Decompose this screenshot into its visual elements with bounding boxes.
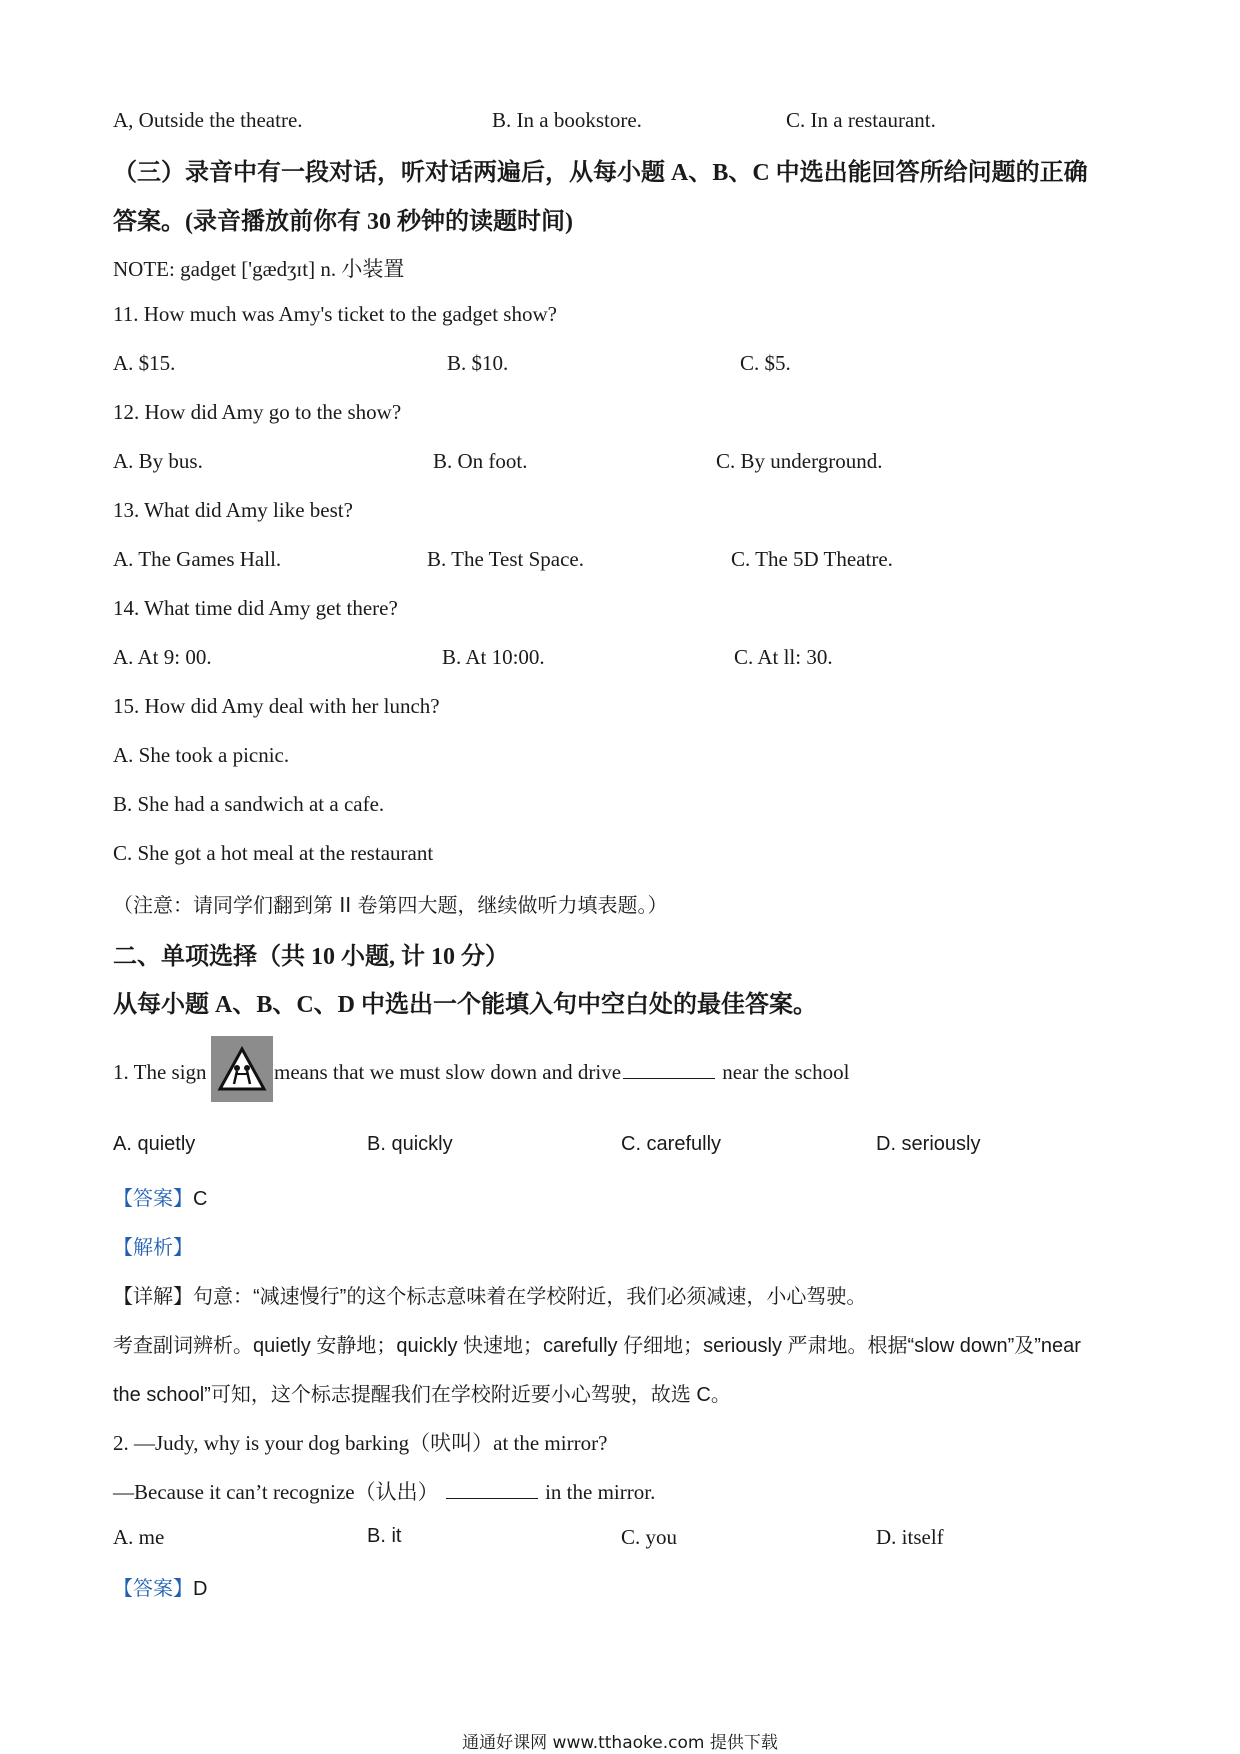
q10-option-a: A, Outside the theatre. [113,108,303,132]
mc2-question-line1: 2. —Judy, why is your dog barking（吠叫）at the mirror? [113,1431,608,1455]
question-15: 15. How did Amy deal with her lunch? [113,694,440,718]
question-11: 11. How much was Amy's ticket to the gadget show? [113,302,557,326]
mc1-answer: 【答案】C [113,1188,208,1210]
mc1-question-middle: means that we must slow down and drive near the school [274,1060,850,1084]
mc1-option-a: A. quietly [113,1133,196,1155]
mc1-analysis-label: 【解析】 [113,1237,193,1259]
q13-option-c: C. The 5D Theatre. [731,547,893,571]
mc2-answer: 【答案】D [113,1578,208,1600]
school-zone-sign [211,1036,273,1102]
mc1-question-start: 1. The sign [113,1060,207,1084]
q11-option-b: B. $10. [447,351,509,375]
page-footer: 通通好课网 www.tthaoke.com 提供下载 [462,1733,778,1753]
q11-option-a: A. $15. [113,351,176,375]
mc1-detail: 【详解】句意：“减速慢行”的这个标志意味着在学校附近，我们必须减速，小心驾驶。 [113,1286,867,1308]
mc2-option-d: D. itself [876,1525,944,1549]
question-14: 14. What time did Amy get there? [113,596,398,620]
q14-option-a: A. At 9: 00. [113,645,212,669]
q10-option-b: B. In a bookstore. [492,108,642,132]
question-12: 12. How did Amy go to the show? [113,400,402,424]
mc1-explain-line2: the school”可知，这个标志提醒我们在学校附近要小心驾驶，故选 C。 [113,1384,731,1406]
answer-blank [623,1077,715,1079]
mc1-option-c: C. carefully [621,1133,722,1155]
q13-option-a: A. The Games Hall. [113,547,282,571]
q14-option-b: B. At 10:00. [442,645,545,669]
mc2-option-c: C. you [621,1525,678,1549]
vocab-note: NOTE: gadget ['gædʒɪt] n. 小装置 [113,257,405,281]
notice: （注意：请同学们翻到第 II 卷第四大题，继续做听力填表题。） [113,893,668,917]
mc2-question-line2: —Because it can’t recognize（认出） in the mirror. [113,1480,656,1504]
q15-option-c: C. She got a hot meal at the restaurant [113,841,434,865]
section3-heading-line1: （三）录音中有一段对话，听对话两遍后，从每小题 A、B、C 中选出能回答所给问题的正确 [113,160,1088,186]
mc1-option-d: D. seriously [876,1133,981,1155]
q14-option-c: C. At ll: 30. [734,645,833,669]
q15-option-b: B. She had a sandwich at a cafe. [113,792,385,816]
q15-option-a: A. She took a picnic. [113,743,290,767]
mc1-explain-line1: 考查副词辨析。quietly 安静地；quickly 快速地；carefully 仔细地；seriously 严肃地。根据“slow down”及”near [113,1335,1081,1357]
children-crossing-icon [217,1046,267,1092]
q13-option-b: B. The Test Space. [427,547,584,571]
part2-heading: 二、单项选择（共 10 小题, 计 10 分） [113,944,509,970]
answer-blank [446,1497,538,1499]
q12-option-c: C. By underground. [716,449,883,473]
mc2-option-b: B. it [367,1525,402,1547]
q10-option-c: C. In a restaurant. [786,108,936,132]
mc1-option-b: B. quickly [367,1133,453,1155]
part2-instruction: 从每小题 A、B、C、D 中选出一个能填入句中空白处的最佳答案。 [113,992,818,1018]
mc2-option-a: A. me [113,1525,165,1549]
q11-option-c: C. $5. [740,351,791,375]
q12-option-b: B. On foot. [433,449,528,473]
question-13: 13. What did Amy like best? [113,498,353,522]
section3-heading-line2: 答案。(录音播放前你有 30 秒钟的读题时间) [113,209,573,235]
q12-option-a: A. By bus. [113,449,203,473]
